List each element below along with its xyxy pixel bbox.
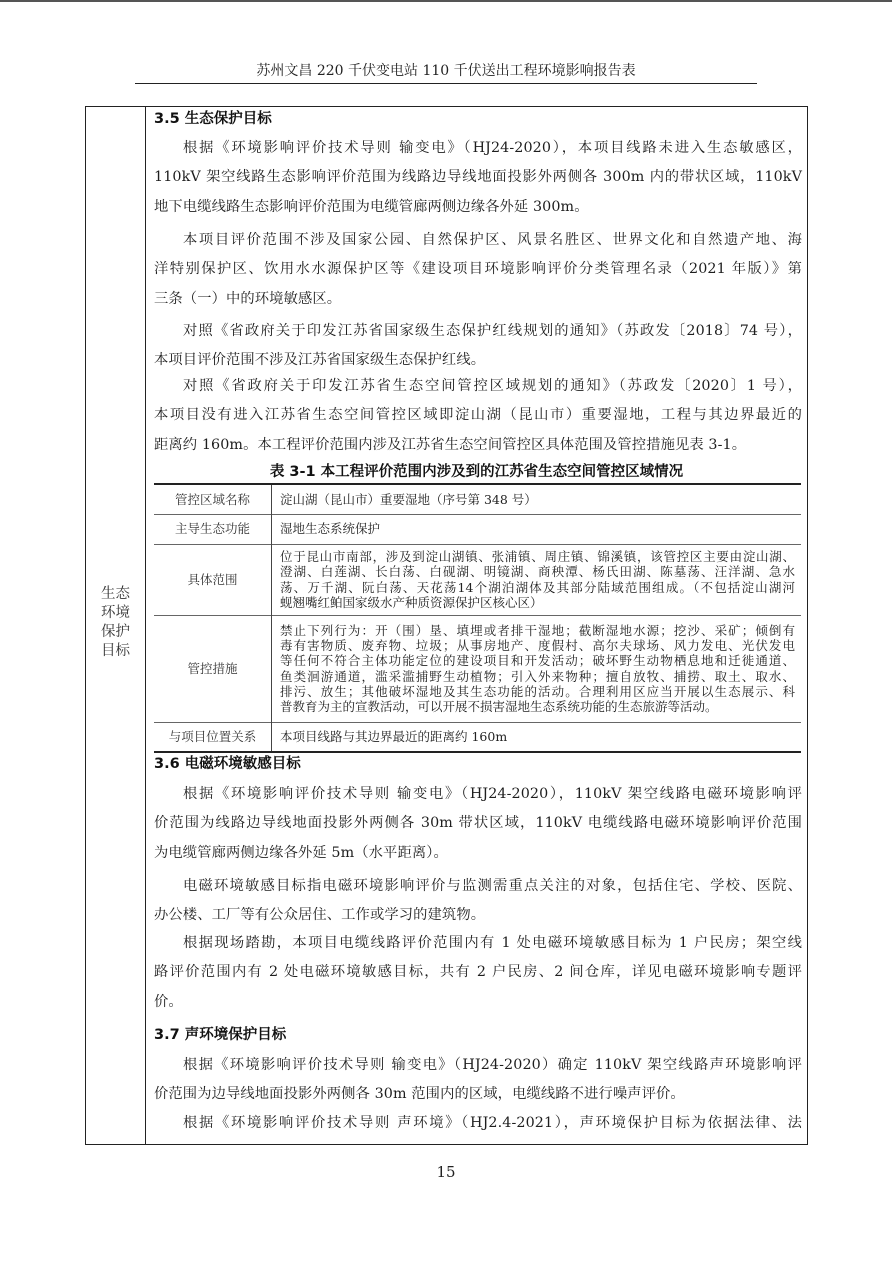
text-line: 洋特别保护区、饮用水水源保护区等《建设项目环境影响评价分类管理名录（2021 年版）》第 (154, 261, 802, 278)
text-line: 办公楼、工厂等有公众居住、工作或学习的建筑物。 (154, 907, 486, 924)
table-row-value (272, 514, 802, 544)
table-row (154, 484, 801, 514)
section-heading-3-6: 3.6 电磁环境敏感目标 (154, 756, 301, 772)
text-line: 价。 (154, 993, 183, 1010)
table-row-key: 具体范围 (154, 544, 272, 615)
text-line: 蚬翘嘴红鲌国家级水产种质资源保护区核心区） (280, 594, 543, 610)
text-line: 距离约 160m。本工程评价范围内涉及江苏省生态空间管控区具体范围及管控措施见表 3-1。 (154, 436, 747, 453)
table-row (154, 722, 801, 752)
table-row-key: 管控区域名称 (154, 484, 272, 514)
paragraph-3-5-1 (154, 134, 802, 222)
text-line: 本项目评价范围不涉及国家公园、自然保护区、风景名胜区、世界文化和自然遗产地、海 (183, 232, 802, 248)
text-line: 鱼类洄游通道，滥采滥捕野生动植物；引入外来物种；擅自放牧、捕捞、取土、取水、 (280, 668, 795, 684)
control-zone-table (154, 483, 801, 753)
category-label-line: 保护 (101, 624, 130, 640)
text-line: 本项目没有进入江苏省生态空间管控区域即淀山湖（昆山市）重要湿地，工程与其边界最近的 (154, 407, 802, 424)
table-caption: 表 3-1 本工程评价范围内涉及到的江苏省生态空间管控区域情况 (269, 464, 684, 480)
text-line: 价范围为边导线地面投影外两侧各 30m 范围内的区域，电缆线路不进行噪声评价。 (154, 1086, 685, 1103)
text-line: 位于昆山市南部，涉及到淀山湖镇、张浦镇、周庄镇、锦溪镇，该管控区主要由淀山湖、 (280, 549, 795, 565)
header-rule (135, 83, 757, 84)
text-line: 本项目线路与其边界最近的距离约 160m (280, 729, 508, 745)
text-line: 路评价范围内有 2 处电磁环境敏感目标，共有 2 户民房、2 间仓库，详见电磁环境影响专题评 (154, 964, 802, 981)
table-row-value (272, 722, 802, 752)
form-frame (85, 106, 808, 1145)
table-row (154, 514, 801, 544)
text-line: 对照《省政府关于印发江苏省国家级生态保护红线规划的通知》（苏政发〔2018〕74 号）， (183, 323, 802, 339)
text-line: 价范围为线路边导线地面投影外两侧各 30m 带状区域，110kV 电缆线路电磁环境影响评价范围 (154, 815, 802, 832)
paragraph-3-6-1 (154, 780, 802, 868)
paragraph-3-5-2 (154, 226, 802, 314)
paragraph-3-5-3 (154, 317, 802, 376)
scan-top-edge (0, 0, 892, 2)
table-row-key: 主导生态功能 (154, 514, 272, 544)
text-line: 湿地生态系统保护 (280, 521, 381, 537)
paragraph-3-6-3 (154, 929, 802, 1017)
text-line: 澄湖、白莲湖、长白荡、白砚湖、明镜湖、商秧潭、杨氏田湖、陈墓荡、汪洋湖、急水 (280, 564, 795, 580)
text-line: 电磁环境敏感目标指电磁环境影响评价与监测需重点关注的对象，包括住宅、学校、医院、 (183, 878, 802, 894)
text-line: 荡、万千湖、阮白荡、天花荡14个湖泊湖体及其部分陆域范围组成。（不包括淀山湖河 (280, 579, 795, 595)
paragraph-3-6-2 (154, 872, 802, 931)
text-line: 根据《环境影响评价技术导则 输变电》（HJ24-2020），本项目线路未进入生态敏感区， (183, 140, 802, 156)
text-line: 为电缆管廊两侧边缘各外延 5m（水平距离）。 (154, 844, 448, 861)
table-row (154, 544, 801, 615)
text-line: 淀山湖（昆山市）重要湿地（序号第 348 号） (280, 491, 537, 507)
text-line: 根据《环境影响评价技术导则 输变电》（HJ24-2020），110kV 架空线路电磁环境影响评 (183, 786, 802, 802)
text-line: 禁止下列行为：开（围）垦、填埋或者排干湿地；截断湿地水源；挖沙、采矿；倾倒有 (280, 622, 795, 638)
page-number: 15 (436, 1163, 456, 1181)
section-heading-3-7: 3.7 声环境保护目标 (154, 1027, 287, 1043)
text-line: 等任何不符合主体功能定位的建设项目和开发活动；破坏野生动物栖息地和迁徙通道、 (280, 653, 795, 669)
category-label-line: 目标 (101, 643, 130, 659)
table-row-key: 与项目位置关系 (154, 722, 272, 752)
category-column (86, 107, 146, 1144)
text-line: 毒有害物质、废弃物、垃圾；从事房地产、度假村、高尔夫球场、风力发电、光伏发电 (280, 638, 795, 654)
text-line: 地下电缆线路生态影响评价范围为电缆管廊两侧边缘各外延 300m。 (154, 198, 589, 215)
text-line: 排污、放生；其他破坏湿地及其生态功能的活动。合理利用区应当开展以生态展示、科 (280, 683, 795, 699)
text-line: 本项目评价范围不涉及江苏省国家级生态保护红线。 (154, 352, 486, 369)
paragraph-3-5-4 (154, 372, 802, 460)
text-line: 三条（一）中的环境敏感区。 (154, 290, 342, 307)
category-label-line: 环境 (101, 605, 130, 621)
text-line: 根据《环境影响评价技术导则 输变电》（HJ24-2020）确定 110kV 架空线路声环境影响评 (183, 1057, 802, 1073)
table-row-value (272, 615, 802, 722)
text-line: 对照《省政府关于印发江苏省生态空间管控区域规划的通知》（苏政发〔2020〕1 号）， (183, 378, 802, 394)
text-line: 根据《环境影响评价技术导则 声环境》（HJ2.4-2021），声环境保护目标为依据法律、法 (183, 1115, 802, 1131)
category-label (86, 585, 145, 661)
content-column (146, 107, 807, 1144)
section-heading-3-5: 3.5 生态保护目标 (154, 111, 272, 127)
page-header-title: 苏州文昌 220 千伏变电站 110 千伏送出工程环境影响报告表 (256, 63, 636, 79)
table-row-value (272, 544, 802, 615)
text-line: 110kV 架空线路生态影响评价范围为线路边导线地面投影外两侧各 300m 内的带状区域，110kV (154, 169, 802, 186)
paragraph-3-7-1 (154, 1051, 802, 1110)
paragraph-3-7-2 (154, 1109, 802, 1138)
text-line: 根据现场踏勘，本项目电缆线路评价范围内有 1 处电磁环境敏感目标为 1 户民房；架空线 (183, 935, 802, 951)
table-row-value (272, 484, 802, 514)
text-line: 普教育为主的宣教活动，可以开展不损害湿地生态系统功能的生态旅游等活动。 (280, 698, 718, 714)
table-row (154, 615, 801, 722)
table-row-key: 管控措施 (154, 615, 272, 722)
category-label-line: 生态 (101, 586, 130, 602)
